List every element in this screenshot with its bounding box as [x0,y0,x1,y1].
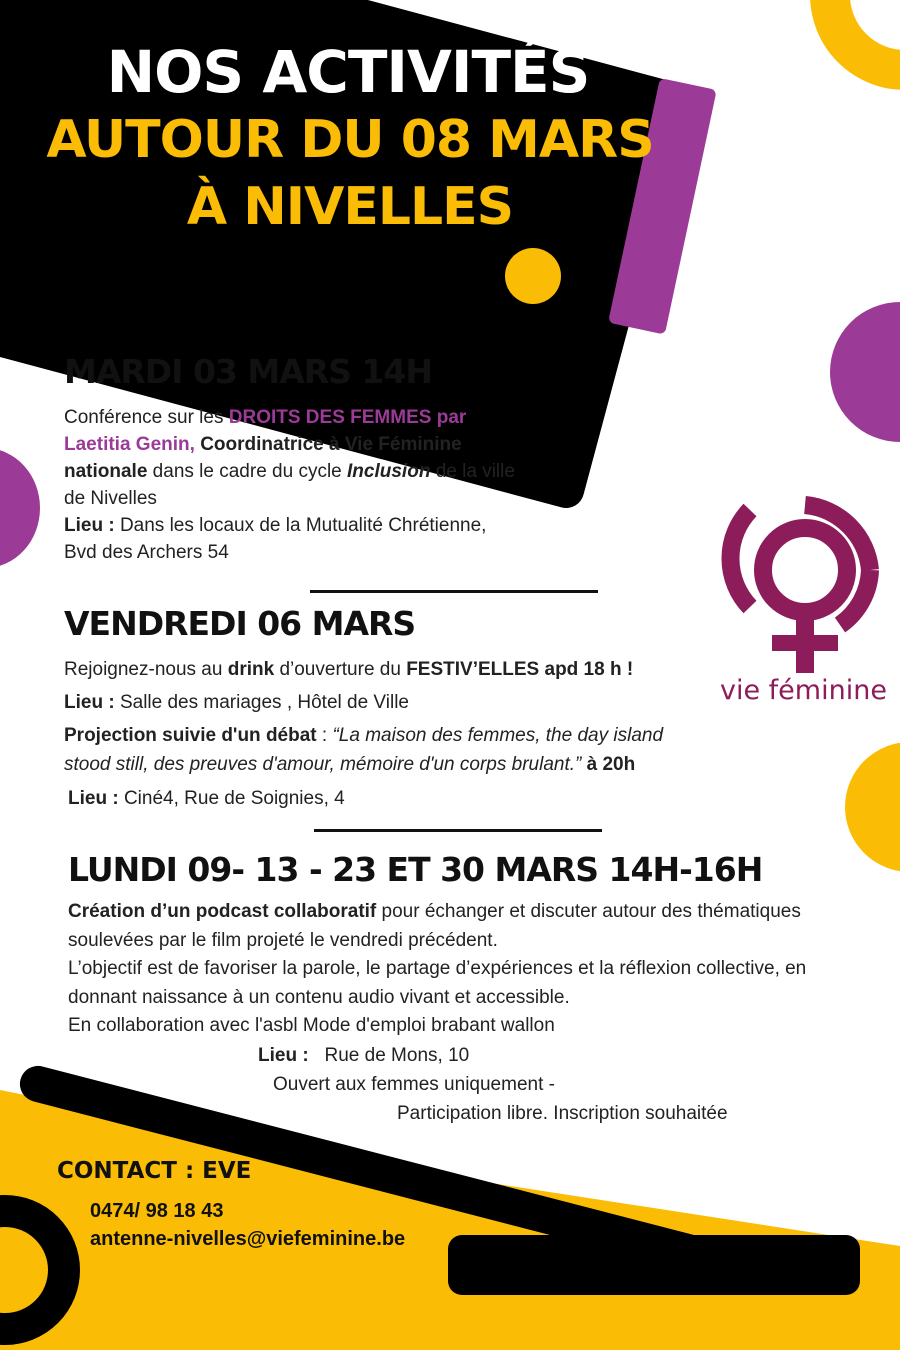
event-2-location: Salle des mariages , Hôtel de Ville [114,692,409,713]
black-footer-block [448,1235,860,1295]
event-1-location-label: Lieu : [64,515,115,536]
event-3-location: Rue de Mons, 10 [308,1045,470,1066]
event-1-text: Conférence sur les [64,407,229,428]
event-2-cinema-line [68,785,728,812]
event-2-cinema: Ciné4, Rue de Soignies, 4 [118,788,345,809]
event-2-cinema-label: Lieu : [68,788,119,809]
event-2-intro [64,656,724,683]
event-3-text: donnant naissance à un contenu audio vivant et accessible. [68,986,570,1008]
event-3-audience: Ouvert aux femmes uniquement - [273,1074,555,1095]
event-2-screening [64,721,724,779]
event-3-location-line [258,1042,658,1069]
event-1-cycle: Inclusion [347,461,431,482]
event-1-description [64,404,534,566]
event-3-participation: Participation libre. Inscription souhaitée [397,1103,728,1124]
event-3-text: soulevées par le film projeté le vendredi précédent. [68,929,498,951]
event-2-films: “La maison des femmes, the day island [332,725,664,746]
section-divider [310,590,598,593]
event-1-text: de la ville [430,461,515,482]
event-3-partner: En collaboration avec l'asbl Mode d'emploi brabant wallon [68,1015,555,1036]
yellow-circle-decoration-right [845,742,900,872]
purple-circle-decoration-right [830,302,900,442]
event-2-text: d’ouverture du [274,659,407,680]
contact-phone[interactable]: 0474/ 98 18 43 [90,1200,224,1222]
event-2-location-label: Lieu : [64,692,115,713]
event-3-location-label: Lieu : [258,1045,309,1066]
title-line-3: À NIVELLES [186,177,514,237]
event-1-text: dans le cadre du cycle [147,461,348,482]
section-divider [314,829,602,832]
purple-circle-decoration-left [0,448,40,568]
event-1-address: Bvd des Archers 54 [64,542,229,563]
event-2-screening-label: Projection suivie d'un débat [64,725,317,746]
yellow-dot-decoration [505,248,561,304]
event-2-location-line [64,689,724,716]
event-1-topic: DROITS DES FEMMES par [228,407,467,428]
event-2-films-cont: stood still, des preuves d'amour, mémoire d'un corps brulant.” [64,754,582,775]
event-3-podcast: Création d’un podcast collaboratif [68,901,377,922]
event-3-description [68,898,888,1041]
event-2-festival: FESTIV’ELLES apd 18 h ! [406,659,634,680]
event-2-time: à 20h [581,754,636,775]
contact-email[interactable]: antenne-nivelles@viefeminine.be [90,1228,406,1250]
event-1-location: Dans les locaux de la Mutualité Chrétienne, [114,515,487,536]
contact-label: CONTACT : EVE [57,1158,252,1184]
event-1-role-cont: nationale [64,461,148,482]
event-2-heading: VENDREDI 06 MARS [64,604,416,643]
event-2-text: : [316,725,333,746]
event-3-text: pour échanger et discuter autour des thématiques [376,901,801,922]
event-3-text: L’objectif est de favoriser la parole, le partage d’expériences et la réflexion collective, en [68,958,807,979]
title-line-1: NOS ACTIVITÉS [106,38,590,106]
event-1-speaker: Laetitia Genin, [64,434,195,455]
event-2-drink: drink [227,659,275,680]
event-1-text: de Nivelles [64,488,157,509]
event-3-heading: LUNDI 09- 13 - 23 ET 30 MARS 14H-16H [68,850,763,889]
logo-wordmark: vie féminine [720,675,887,706]
vie-feminine-logo-icon [710,495,890,705]
yellow-ring-decoration [810,0,900,90]
event-1-role: Coordinatrice à Vie Féminine [194,434,462,455]
event-2-text: Rejoignez-nous au [64,659,228,680]
event-1-heading: MARDI 03 MARS 14H [64,352,432,391]
title-line-2: AUTOUR DU 08 MARS [46,110,654,170]
